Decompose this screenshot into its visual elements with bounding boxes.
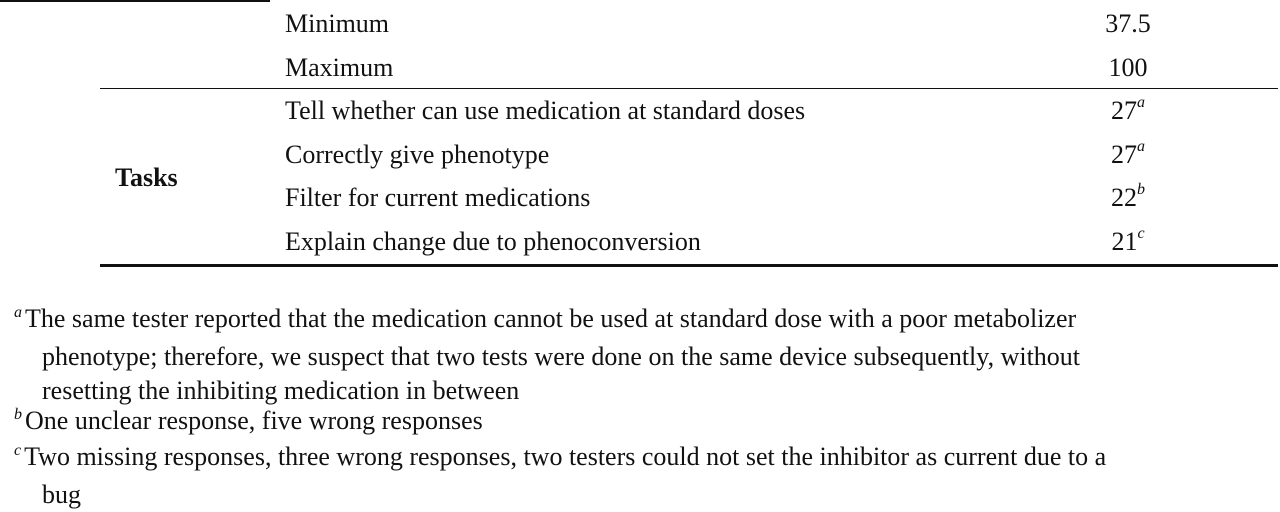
tasks-group-label: Tasks <box>115 163 178 192</box>
task-row-label: Filter for current medications <box>285 183 591 212</box>
task-row-value: 27$^a$ <box>1111 138 1145 169</box>
task-row-value: 21$^c$ <box>1111 225 1145 256</box>
table-bottom-rule <box>100 264 1278 267</box>
row-label-maximum: Maximum <box>285 53 394 82</box>
section-divider-rule <box>100 88 1278 89</box>
footnote-c-line: bug <box>42 480 81 509</box>
footnote-ref: c <box>1137 225 1145 243</box>
footnote-b-line: $^b$ One unclear response, five wrong responses <box>14 406 483 435</box>
task-row-label: Explain change due to phenoconversion <box>285 227 701 256</box>
row-label-minimum: Minimum <box>285 9 390 38</box>
task-row-value: 27$^a$ <box>1111 94 1145 125</box>
footnote-a-line: $^a$ The same tester reported that the medication cannot be used at standard dose with a poor metabolizer <box>14 304 1077 333</box>
task-row-label: Tell whether can use medication at standard doses <box>285 96 806 125</box>
task-row-value: 22$^b$ <box>1111 181 1145 212</box>
task-row-label: Correctly give phenotype <box>285 140 550 169</box>
row-value-maximum: 100 <box>1108 53 1148 82</box>
row-value-minimum: 37.5 <box>1105 9 1151 38</box>
footnote-ref: b <box>1137 181 1145 199</box>
footnote-ref: a <box>1137 94 1145 112</box>
footnote-c-line: $^c$ Two missing responses, three wrong responses, two testers could not set the inhibitor as current due to a <box>14 442 1107 471</box>
footnote-mark: b <box>14 406 22 423</box>
footnote-a <box>14 302 1276 408</box>
top-left-rule <box>0 0 270 2</box>
footnote-b <box>14 404 1276 442</box>
footnote-c <box>14 440 1276 512</box>
footnote-mark: c <box>14 442 22 459</box>
footnote-ref: a <box>1137 138 1145 156</box>
footnote-a-line: resetting the inhibiting medication in between <box>42 376 520 405</box>
footnote-mark: a <box>14 304 22 321</box>
footnote-a-line: phenotype; therefore, we suspect that two tests were done on the same device subsequently, without <box>42 342 1081 371</box>
